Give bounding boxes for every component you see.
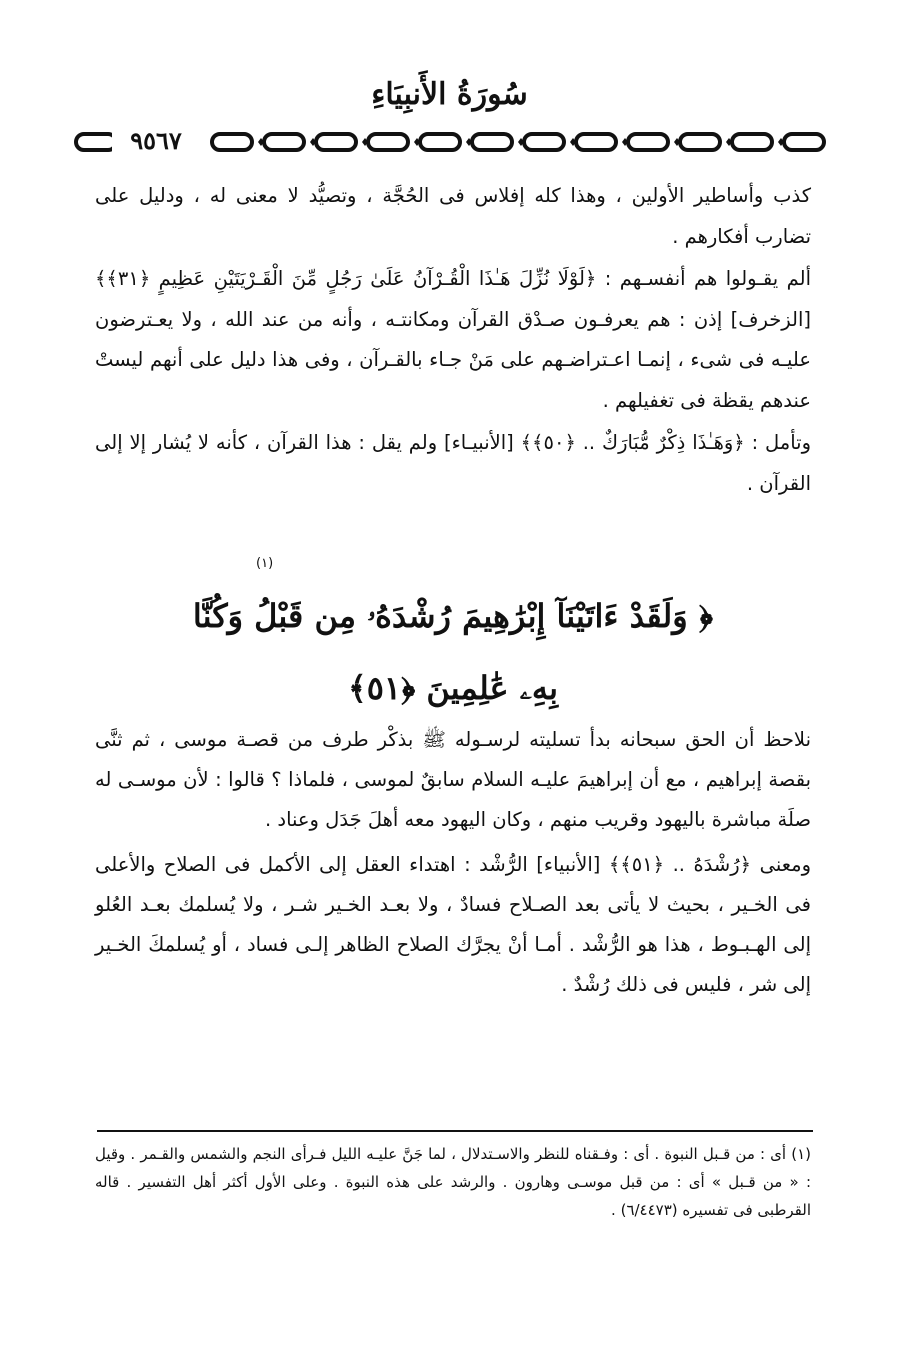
paragraph: كذب وأساطير الأولين ، وهذا كله إفلاس فى الحُجَّة ، وتصيُّد لا معنى له ، ودليل على تضارب أفكارهم . <box>95 184 811 248</box>
footnotes <box>95 1140 811 1224</box>
paragraph: ومعنى ﴿رُشْدَهُ .. ﴿٥١﴾﴾ [الأنبياء] الرُّشْد : اهتداء العقل إلى الأكمل فى الصلاح والأعلى فى الخـير ، بحيث لا يأتى بعد الصـلاح فسادٌ ، ولا بعـد الخـير شـر ، ولا يُسلمك بعـد العُلو إلى الهـبـوط ، هذا هو الرُّشْد . أمـا أنْ يجرَّك الصلاح الظاهر إلـى فساد ، أو يُسلمكَ الخـير إلى شر ، فليس فى ذلك رُشْدٌ . <box>95 852 811 997</box>
main-text-upper <box>95 176 811 506</box>
paragraph: وتأمل : ﴿وَهَـٰذَا ذِكْرٌ مُّبَارَكٌ .. ﴿٥٠﴾﴾ [الأنبيـاء] ولم يقل : هذا القرآن ، كأنه لا يُشار إلا إلى القرآن . <box>95 431 811 495</box>
paragraph: ألم يقـولوا هم أنفسـهم : ﴿لَوْلَا نُزِّلَ هَـٰذَا الْقُـرْآنُ عَلَىٰ رَجُلٍ مِّنَ الْقَـرْيَتَيْنِ عَظِيمٍ ﴿٣١﴾﴾ [الزخرف] إذن : هم يعرفـون صـدْق القرآن ومكانتـه ، وأنه من عند الله ، ولا يعـترضون عليـه فى شىء ، إنمـا اعـتراضـهم على مَنْ جـاء بالقـرآن ، وفى هذا دليل على أنهم ليستْ عندهم يقظة فى تغفيلهم . <box>95 267 811 412</box>
page-number: ٩٥٦٧ <box>112 124 200 158</box>
footnote-divider <box>97 1130 813 1132</box>
footnote: (١) أى : من قـبل النبوة . أى : وفـقناه للنظر والاسـتدلال ، لما جَنَّ عليـه الليل فـرأى النجم والشمس والقـمر . وقيل : « من قـبل » أى : من قبل موسـى وهارون . والرشد على هذه النبوة . وعلى الأول أكثر أهل التفسير . قاله القرطبى فى تفسيره (٦/٤٤٧٣) . <box>95 1145 811 1219</box>
main-text-lower <box>95 720 811 1009</box>
paragraph: نلاحظ أن الحق سبحانه بدأ تسليته لرسـوله ﷺ بذكْر طرف من قصـة موسى ، ثم ثنَّى بقصة إبراهيم ، مع أن إبراهيمَ عليـه السلام سابقٌ لموسى ، فلماذا ؟ قالوا : لأن موسـى له صلَة مباشرة باليهود وقريب منهم ، وكان اليهود معه أهلَ جَدَل وعناد . <box>95 728 811 832</box>
verse-footnote-marker: (١) <box>256 556 274 571</box>
verse-line-1: ﴿ وَلَقَدْ ءَاتَيْنَآ إِبْرَٰهِيمَ رُشْدَهُۥ مِن قَبْلُ وَكُنَّا <box>192 597 714 635</box>
surah-title: سُورَةُ الأَنبِيَاءِ <box>371 77 528 112</box>
quran-verse <box>95 580 811 724</box>
verse-line-2: بِهِۦ عَٰلِمِينَ ﴿٥١﴾ <box>347 669 558 707</box>
